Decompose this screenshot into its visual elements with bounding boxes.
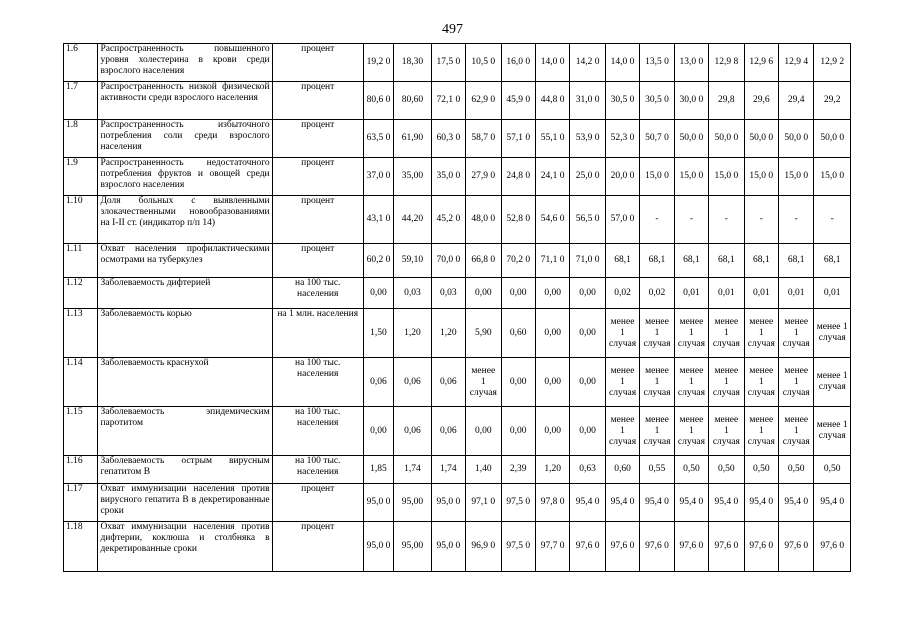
- value-cell: 95,4 0: [814, 484, 851, 522]
- value-cell: 52,3 0: [605, 120, 639, 158]
- indicator-name: Заболеваемость корью: [98, 309, 272, 358]
- indicator-name: Охват иммунизации населения против вирусного гепатита В в декретированные сроки: [98, 484, 272, 522]
- value-cell: 0,00: [535, 407, 569, 456]
- value-cell: 12,9 8: [709, 44, 744, 82]
- value-cell: 55,1 0: [535, 120, 569, 158]
- value-cell: 66,8 0: [466, 244, 501, 278]
- value-cell: 0,00: [466, 278, 501, 309]
- value-cell: 29,2: [814, 82, 851, 120]
- indicator-name: Заболеваемость эпидемическим паротитом: [98, 407, 272, 456]
- indicator-name: Распространенность низкой физической активности среди взрослого населения: [98, 82, 272, 120]
- value-cell: 95,4 0: [570, 484, 605, 522]
- value-cell: 16,0 0: [501, 44, 535, 82]
- value-cell: 97,6 0: [570, 522, 605, 572]
- value-cell: 68,1: [814, 244, 851, 278]
- value-cell: 37,0 0: [363, 158, 393, 196]
- value-cell: менее 1 случая: [605, 358, 639, 407]
- unit-cell: процент: [272, 484, 363, 522]
- table-row: [64, 158, 851, 196]
- value-cell: менее 1 случая: [709, 407, 744, 456]
- indicator-name: Охват иммунизации населения против дифтерии, коклюша и столбняка в декретированные сроки: [98, 522, 272, 572]
- value-cell: 68,1: [779, 244, 814, 278]
- value-cell: 0,00: [501, 358, 535, 407]
- value-cell: 0,00: [535, 278, 569, 309]
- value-cell: 0,06: [394, 407, 431, 456]
- indicator-name: Охват населения профилактическими осмотрами на туберкулез: [98, 244, 272, 278]
- value-cell: 31,0 0: [570, 82, 605, 120]
- table-row: [64, 82, 851, 120]
- value-cell: 72,1 0: [431, 82, 465, 120]
- value-cell: 54,6 0: [535, 196, 569, 244]
- table-row: [64, 309, 851, 358]
- unit-cell: процент: [272, 158, 363, 196]
- value-cell: менее 1 случая: [605, 407, 639, 456]
- value-cell: 53,9 0: [570, 120, 605, 158]
- value-cell: 95,4 0: [674, 484, 708, 522]
- value-cell: 95,00: [394, 522, 431, 572]
- value-cell: 14,0 0: [535, 44, 569, 82]
- value-cell: 97,6 0: [779, 522, 814, 572]
- value-cell: 95,0 0: [431, 484, 465, 522]
- value-cell: 0,50: [779, 456, 814, 484]
- indicator-name: Распространенность избыточного потребления соли среди взрослого населения: [98, 120, 272, 158]
- value-cell: 0,00: [570, 278, 605, 309]
- value-cell: 30,0 0: [674, 82, 708, 120]
- value-cell: 96,9 0: [466, 522, 501, 572]
- value-cell: 0,00: [570, 407, 605, 456]
- row-number: 1.11: [64, 244, 98, 278]
- indicator-name: Заболеваемость дифтерией: [98, 278, 272, 309]
- value-cell: 80,6 0: [363, 82, 393, 120]
- value-cell: 24,1 0: [535, 158, 569, 196]
- unit-cell: на 100 тыс. населения: [272, 358, 363, 407]
- value-cell: 15,0 0: [709, 158, 744, 196]
- value-cell: 68,1: [605, 244, 639, 278]
- value-cell: 15,0 0: [640, 158, 674, 196]
- unit-cell: процент: [272, 522, 363, 572]
- value-cell: 56,5 0: [570, 196, 605, 244]
- value-cell: 95,4 0: [779, 484, 814, 522]
- value-cell: -: [709, 196, 744, 244]
- value-cell: менее 1 случая: [814, 358, 851, 407]
- table-row: [64, 196, 851, 244]
- value-cell: 50,0 0: [814, 120, 851, 158]
- value-cell: 61,90: [394, 120, 431, 158]
- value-cell: 0,01: [674, 278, 708, 309]
- value-cell: 12,9 6: [744, 44, 778, 82]
- row-number: 1.12: [64, 278, 98, 309]
- value-cell: 62,9 0: [466, 82, 501, 120]
- value-cell: 1,74: [431, 456, 465, 484]
- row-number: 1.7: [64, 82, 98, 120]
- table-row: [64, 244, 851, 278]
- value-cell: 0,50: [814, 456, 851, 484]
- unit-cell: на 100 тыс. населения: [272, 456, 363, 484]
- value-cell: 0,50: [709, 456, 744, 484]
- value-cell: 12,9 2: [814, 44, 851, 82]
- value-cell: менее 1 случая: [744, 309, 778, 358]
- row-number: 1.17: [64, 484, 98, 522]
- row-number: 1.10: [64, 196, 98, 244]
- value-cell: 0,01: [709, 278, 744, 309]
- row-number: 1.15: [64, 407, 98, 456]
- unit-cell: на 100 тыс. населения: [272, 278, 363, 309]
- value-cell: 13,5 0: [640, 44, 674, 82]
- indicator-name: Распространенность повышенного уровня холестерина в крови среди взрослого населения: [98, 44, 272, 82]
- value-cell: 1,40: [466, 456, 501, 484]
- value-cell: 0,06: [431, 407, 465, 456]
- value-cell: 2,39: [501, 456, 535, 484]
- indicator-name: Доля больных с выявленными злокачественными новообразованиями на I-II ст. (индикатор п/п 14): [98, 196, 272, 244]
- value-cell: 58,7 0: [466, 120, 501, 158]
- value-cell: 0,00: [570, 358, 605, 407]
- value-cell: менее 1 случая: [779, 309, 814, 358]
- value-cell: 19,2 0: [363, 44, 393, 82]
- value-cell: 15,0 0: [814, 158, 851, 196]
- value-cell: 15,0 0: [779, 158, 814, 196]
- unit-cell: процент: [272, 82, 363, 120]
- value-cell: 0,03: [394, 278, 431, 309]
- value-cell: 20,0 0: [605, 158, 639, 196]
- value-cell: 0,02: [605, 278, 639, 309]
- unit-cell: процент: [272, 44, 363, 82]
- value-cell: менее 1 случая: [674, 309, 708, 358]
- value-cell: 95,4 0: [605, 484, 639, 522]
- row-number: 1.18: [64, 522, 98, 572]
- value-cell: менее 1 случая: [709, 309, 744, 358]
- value-cell: 10,5 0: [466, 44, 501, 82]
- value-cell: -: [779, 196, 814, 244]
- value-cell: 68,1: [744, 244, 778, 278]
- value-cell: 1,50: [363, 309, 393, 358]
- value-cell: 80,60: [394, 82, 431, 120]
- value-cell: менее 1 случая: [709, 358, 744, 407]
- value-cell: менее 1 случая: [466, 358, 501, 407]
- table-row: [64, 522, 851, 572]
- value-cell: 68,1: [709, 244, 744, 278]
- value-cell: 95,4 0: [709, 484, 744, 522]
- value-cell: 0,00: [501, 407, 535, 456]
- value-cell: 0,00: [535, 309, 569, 358]
- value-cell: 68,1: [640, 244, 674, 278]
- value-cell: менее 1 случая: [640, 309, 674, 358]
- value-cell: -: [744, 196, 778, 244]
- value-cell: 57,1 0: [501, 120, 535, 158]
- table-row: [64, 484, 851, 522]
- value-cell: 27,9 0: [466, 158, 501, 196]
- value-cell: 0,03: [431, 278, 465, 309]
- value-cell: 29,6: [744, 82, 778, 120]
- value-cell: 95,4 0: [744, 484, 778, 522]
- value-cell: 68,1: [674, 244, 708, 278]
- value-cell: 30,5 0: [640, 82, 674, 120]
- value-cell: 59,10: [394, 244, 431, 278]
- value-cell: 1,85: [363, 456, 393, 484]
- value-cell: 43,1 0: [363, 196, 393, 244]
- indicator-name: Распространенность недостаточного потребления фруктов и овощей среди взрослого населения: [98, 158, 272, 196]
- table-row: [64, 44, 851, 82]
- value-cell: 57,0 0: [605, 196, 639, 244]
- value-cell: 95,00: [394, 484, 431, 522]
- table-row: [64, 358, 851, 407]
- value-cell: 0,02: [640, 278, 674, 309]
- value-cell: 18,30: [394, 44, 431, 82]
- unit-cell: процент: [272, 196, 363, 244]
- value-cell: менее 1 случая: [674, 358, 708, 407]
- value-cell: 25,0 0: [570, 158, 605, 196]
- value-cell: менее 1 случая: [605, 309, 639, 358]
- table-row: [64, 120, 851, 158]
- value-cell: 0,06: [363, 358, 393, 407]
- value-cell: 97,6 0: [605, 522, 639, 572]
- value-cell: 50,0 0: [744, 120, 778, 158]
- value-cell: 45,2 0: [431, 196, 465, 244]
- table-row: [64, 456, 851, 484]
- value-cell: 14,0 0: [605, 44, 639, 82]
- value-cell: 0,00: [466, 407, 501, 456]
- value-cell: 35,00: [394, 158, 431, 196]
- row-number: 1.8: [64, 120, 98, 158]
- value-cell: менее 1 случая: [640, 407, 674, 456]
- value-cell: 52,8 0: [501, 196, 535, 244]
- value-cell: 97,5 0: [501, 522, 535, 572]
- value-cell: 97,7 0: [535, 522, 569, 572]
- value-cell: 95,4 0: [640, 484, 674, 522]
- value-cell: 50,0 0: [709, 120, 744, 158]
- value-cell: 0,55: [640, 456, 674, 484]
- value-cell: 97,5 0: [501, 484, 535, 522]
- value-cell: 0,50: [744, 456, 778, 484]
- value-cell: менее 1 случая: [744, 407, 778, 456]
- value-cell: 70,0 0: [431, 244, 465, 278]
- value-cell: 0,01: [779, 278, 814, 309]
- value-cell: 0,00: [535, 358, 569, 407]
- value-cell: 0,00: [363, 278, 393, 309]
- value-cell: 0,60: [605, 456, 639, 484]
- value-cell: 45,9 0: [501, 82, 535, 120]
- table-row: [64, 278, 851, 309]
- value-cell: 0,00: [570, 309, 605, 358]
- unit-cell: на 100 тыс. населения: [272, 407, 363, 456]
- row-number: 1.16: [64, 456, 98, 484]
- unit-cell: на 1 млн. населения: [272, 309, 363, 358]
- row-number: 1.14: [64, 358, 98, 407]
- value-cell: 0,06: [394, 358, 431, 407]
- value-cell: -: [814, 196, 851, 244]
- row-number: 1.13: [64, 309, 98, 358]
- value-cell: 63,5 0: [363, 120, 393, 158]
- value-cell: 50,0 0: [674, 120, 708, 158]
- indicator-name: Заболеваемость острым вирусным гепатитом В: [98, 456, 272, 484]
- value-cell: -: [640, 196, 674, 244]
- value-cell: 15,0 0: [744, 158, 778, 196]
- value-cell: 71,1 0: [535, 244, 569, 278]
- value-cell: 12,9 4: [779, 44, 814, 82]
- value-cell: 48,0 0: [466, 196, 501, 244]
- value-cell: менее 1 случая: [814, 309, 851, 358]
- value-cell: 5,90: [466, 309, 501, 358]
- value-cell: 0,01: [814, 278, 851, 309]
- value-cell: 97,6 0: [814, 522, 851, 572]
- value-cell: 29,4: [779, 82, 814, 120]
- value-cell: 71,0 0: [570, 244, 605, 278]
- value-cell: 60,3 0: [431, 120, 465, 158]
- value-cell: 30,5 0: [605, 82, 639, 120]
- value-cell: 95,0 0: [431, 522, 465, 572]
- value-cell: 0,63: [570, 456, 605, 484]
- value-cell: 95,0 0: [363, 484, 393, 522]
- value-cell: 0,60: [501, 309, 535, 358]
- value-cell: 70,2 0: [501, 244, 535, 278]
- value-cell: 44,8 0: [535, 82, 569, 120]
- value-cell: 14,2 0: [570, 44, 605, 82]
- value-cell: 1,20: [394, 309, 431, 358]
- page-number: 497: [442, 22, 463, 37]
- value-cell: менее 1 случая: [640, 358, 674, 407]
- value-cell: менее 1 случая: [814, 407, 851, 456]
- value-cell: 0,06: [431, 358, 465, 407]
- value-cell: 0,50: [674, 456, 708, 484]
- unit-cell: процент: [272, 244, 363, 278]
- value-cell: менее 1 случая: [744, 358, 778, 407]
- value-cell: 60,2 0: [363, 244, 393, 278]
- value-cell: 0,01: [744, 278, 778, 309]
- row-number: 1.6: [64, 44, 98, 82]
- value-cell: 97,6 0: [674, 522, 708, 572]
- value-cell: 97,6 0: [709, 522, 744, 572]
- value-cell: менее 1 случая: [674, 407, 708, 456]
- row-number: 1.9: [64, 158, 98, 196]
- value-cell: 0,00: [363, 407, 393, 456]
- value-cell: 97,6 0: [744, 522, 778, 572]
- value-cell: 0,00: [501, 278, 535, 309]
- value-cell: 97,1 0: [466, 484, 501, 522]
- value-cell: 97,8 0: [535, 484, 569, 522]
- value-cell: 17,5 0: [431, 44, 465, 82]
- indicator-name: Заболеваемость краснухой: [98, 358, 272, 407]
- value-cell: 35,0 0: [431, 158, 465, 196]
- value-cell: 1,74: [394, 456, 431, 484]
- value-cell: -: [674, 196, 708, 244]
- unit-cell: процент: [272, 120, 363, 158]
- value-cell: менее 1 случая: [779, 407, 814, 456]
- value-cell: 15,0 0: [674, 158, 708, 196]
- value-cell: 24,8 0: [501, 158, 535, 196]
- indicators-table: [63, 43, 851, 572]
- value-cell: менее 1 случая: [779, 358, 814, 407]
- value-cell: 95,0 0: [363, 522, 393, 572]
- value-cell: 29,8: [709, 82, 744, 120]
- value-cell: 44,20: [394, 196, 431, 244]
- value-cell: 97,6 0: [640, 522, 674, 572]
- value-cell: 13,0 0: [674, 44, 708, 82]
- table-row: [64, 407, 851, 456]
- value-cell: 1,20: [535, 456, 569, 484]
- value-cell: 50,0 0: [779, 120, 814, 158]
- value-cell: 1,20: [431, 309, 465, 358]
- value-cell: 50,7 0: [640, 120, 674, 158]
